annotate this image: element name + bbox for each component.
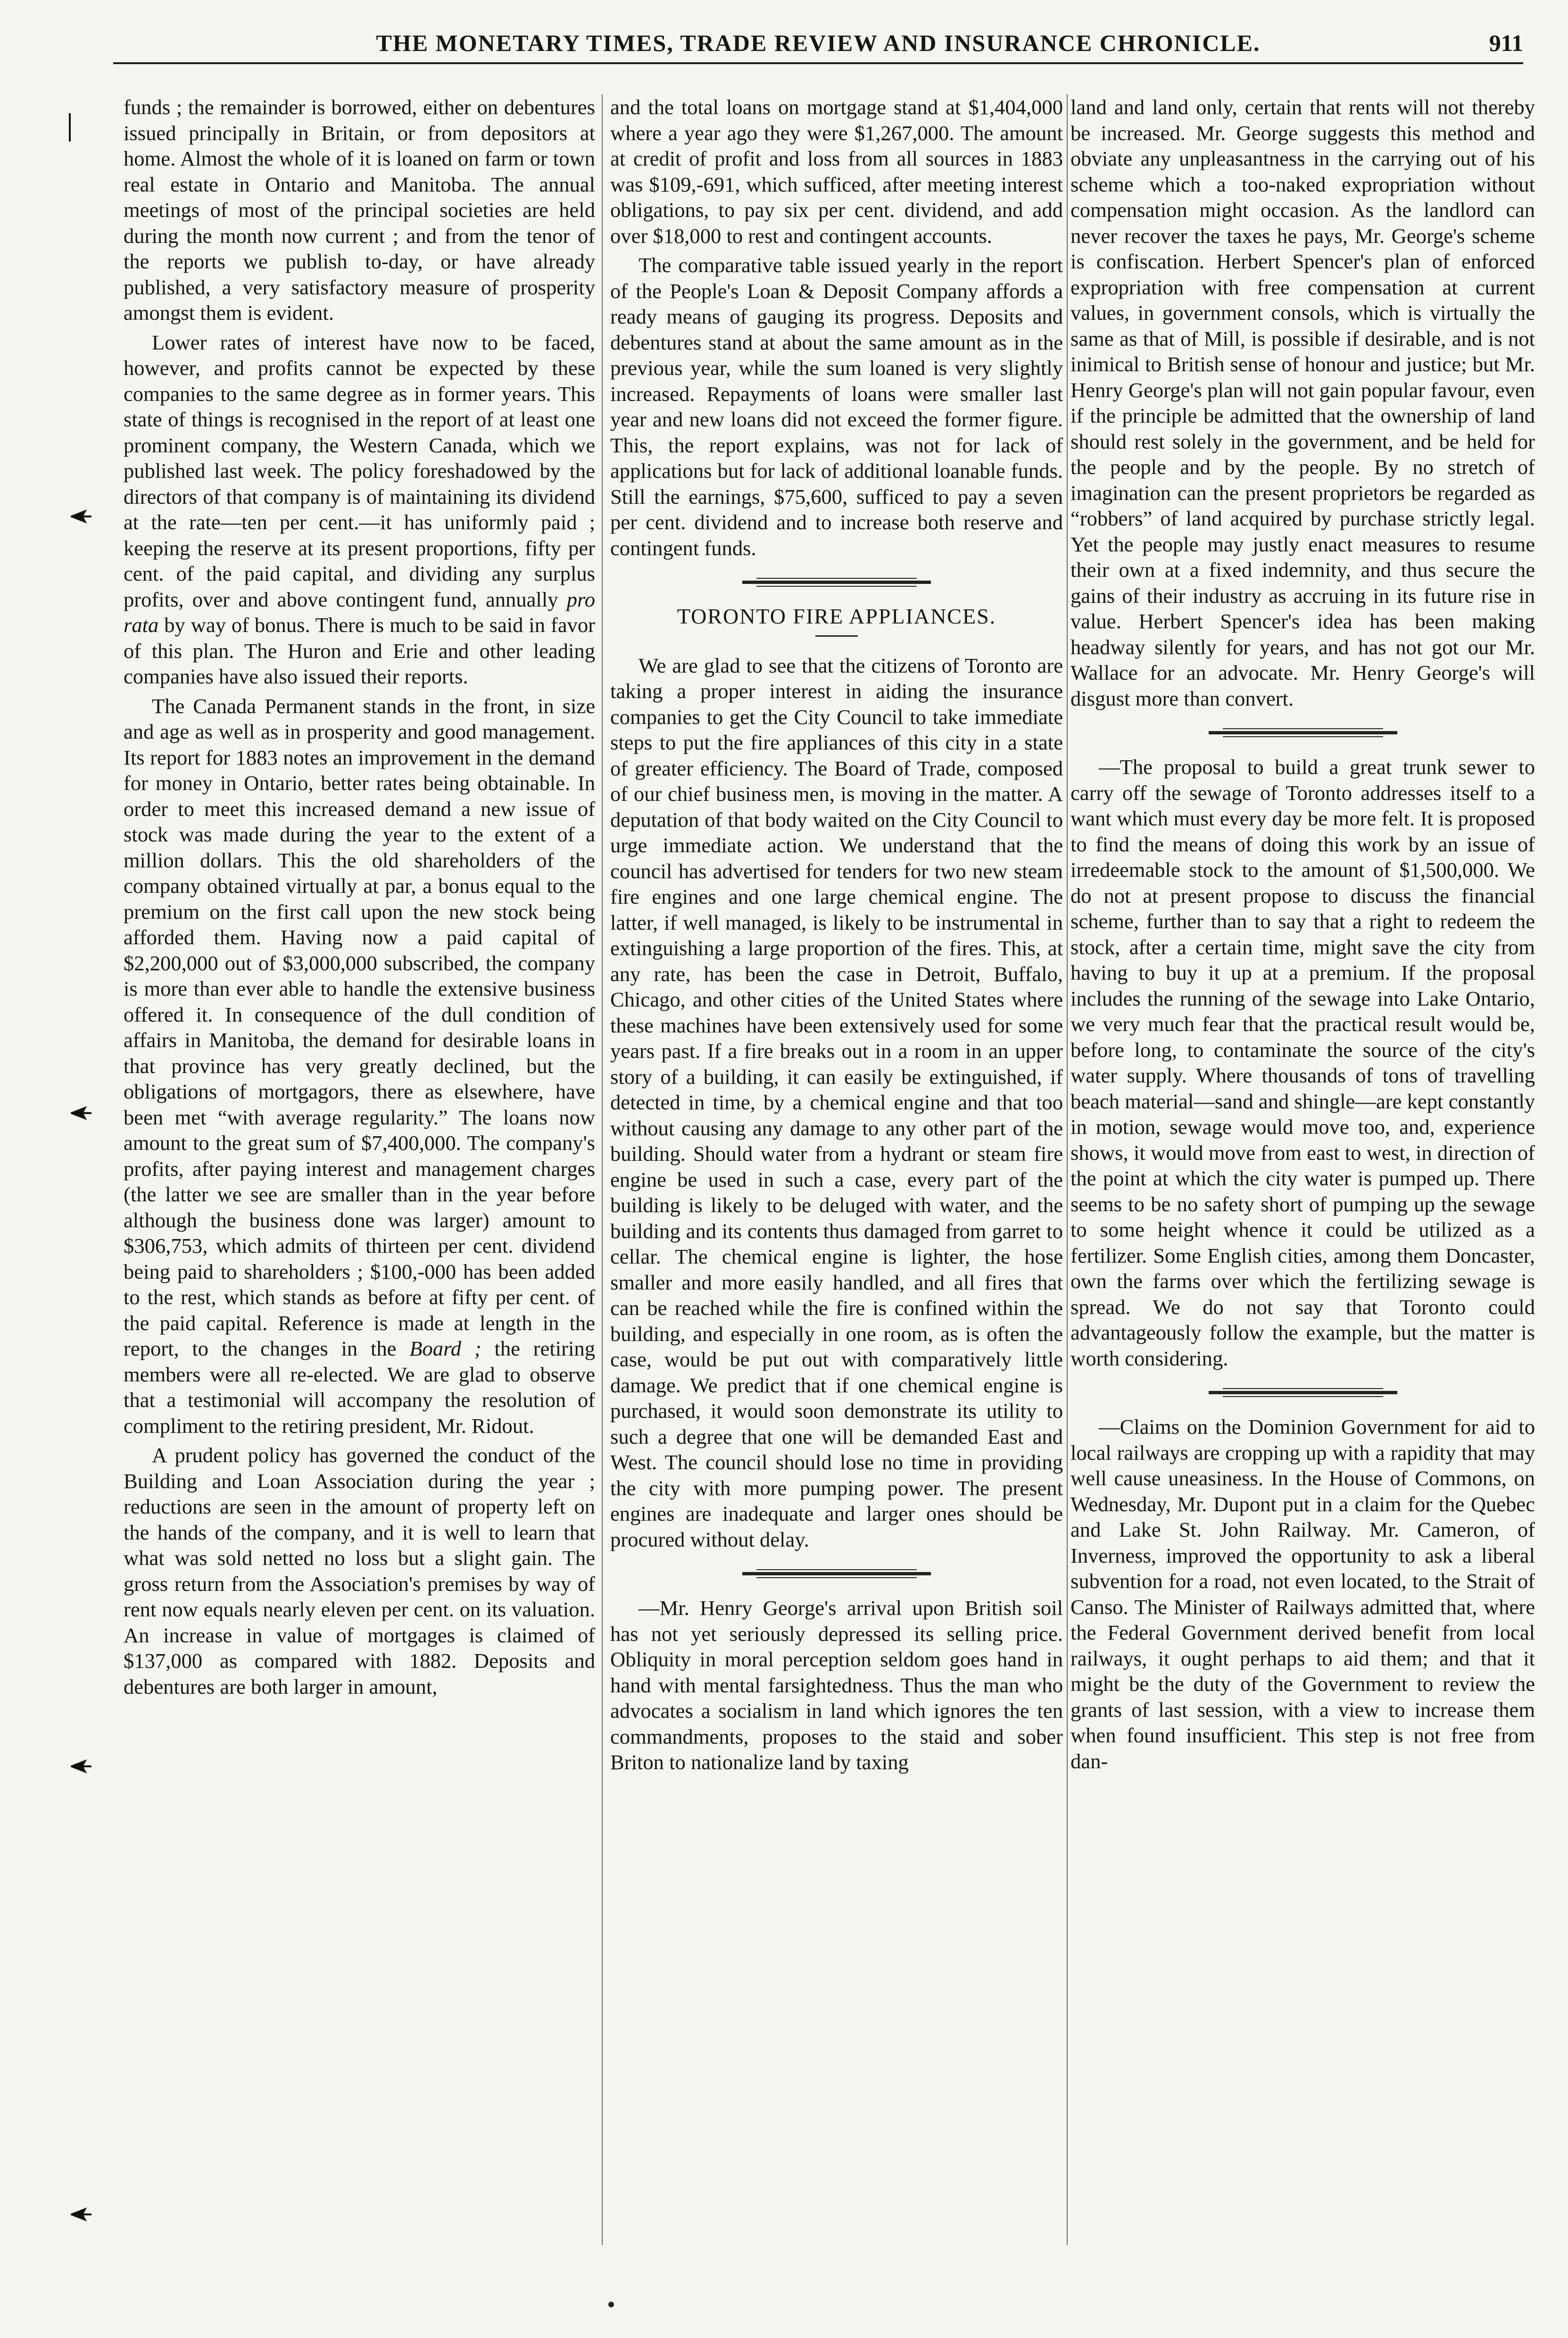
- section-divider: [742, 578, 931, 587]
- paragraph: We are glad to see that the citizens of Toronto are taking a proper interest in aiding the insurance companies to get the City Council to take immediate steps to put the fire appliances of this city in a state of greater efficiency. The Board of Trade, composed of our chief business men, is moving in the matter. A deputation of that body waited on the City Council to urge immediate action. We understand that the council has advertised for tenders for two new steam fire engines and one large chemical engine. The latter, if well managed, is likely to be instrumental in extinguishing a large proportion of the fires. This, at any rate, has been the case in Detroit, Buffalo, Chicago, and other cities of the United States where these machines have been extensively used for some years past. If a fire breaks out in a room in an upper story of a building, it can easily be extinguished, if detected in time, by a chemical engine and that too without causing any damage to any other part of the building. Should water from a hydrant or steam fire engine be used in such a case, every part of the building is likely to be deluged with water, and the building and its contents thus damaged from garret to cellar. The chemical engine is lighter, the hose smaller and more easily handled, and all fires that can be reached while the fire is confined within the building, and especially in one room, as is often the case, would be put out with comparatively little damage. We predict that if one chemical engine is purchased, it would soon demonstrate its utility to such a degree that one will be demanded East and West. The council should lose no time in providing the city with more pumping power. The present engines are inadequate and larger ones should be procured without delay.: [610, 653, 1063, 1551]
- paragraph-text: The Canada Permanent stands in the front, in size and age as well as in prosperity and good management. Its report for 1883 notes an improvement in the demand for money in Ontario, better rates being obtainable. In order to meet this increased demand a new issue of stock was made during the year to the extent of a million dollars. This the old shareholders of the company obtained virtually at par, a bonus equal to the premium on the first call upon the new stock being afforded them. Having now a paid capital of $2,200,000 out of $3,000,000 subscribed, the company is more than ever able to handle the extensive business offered it. In consequence of the dull condition of affairs in Manitoba, the demand for desirable loans in that province has very greatly declined, but the obligations of mortgagors, there as elsewhere, have been met “with average regularity.” The loans now amount to the great sum of $7,400,000. The company's profits, after paying interest and management charges (the latter we see are smaller than in the year before although the business done was larger) amount to $306,753, which admits of thirteen per cent. dividend being paid to shareholders ; $100,-000 has been added to the rest, which stands as before at fifty per cent. of the paid capital. Reference is made at length in the report, to the changes in the: [124, 694, 595, 1360]
- column-3: [1070, 94, 1535, 2311]
- margin-arrow-icon: [71, 2207, 91, 2222]
- italic-text: Board ;: [409, 1337, 481, 1360]
- column-divider: [602, 94, 603, 2245]
- paragraph-text: the retiring members were all re-elected. We are glad to observe that a testimonial will accompany the resolution of compliment to the retiring president, Mr. Ridout.: [124, 1337, 595, 1438]
- paragraph: —Mr. Henry George's arrival upon British soil has not yet seriously depressed its selling price. Obliquity in moral perception seldom goes hand in hand with mental farsightedness. Thus the man who advocates a socialism in land which ignores the ten commandments, proposes to the staid and sober Briton to nationalize land by taxing: [610, 1596, 1063, 1774]
- bottom-dot: [608, 2302, 614, 2307]
- margin-arrow-icon: [71, 509, 91, 524]
- paragraph: —Claims on the Dominion Government for aid to local railways are cropping up with a rapidity that may well cause uneasiness. In the House of Commons, on Wednesday, Mr. Dupont put in a claim for the Quebec and Lake St. John Railway. Mr. Cameron, of Inverness, improved the opportunity to ask a liberal subvention for a road, not even located, to the Strait of Canso. The Minister of Railways admitted that, where the Federal Government derived benefit from local railways, it ought perhaps to aid them; and that it might be the duty of the Government to review the grants of last session, with a view to increase them when found insufficient. This step is not free from dan-: [1070, 1415, 1535, 1773]
- paragraph: funds ; the remainder is borrowed, either on debentures issued principally in Britain, or from depositors at home. Almost the whole of it is loaned on farm or town real estate in Ontario and Manitoba. The annual meetings of most of the principal societies are held during the month now current ; and from the tenor of the reports we publish to-day, or have already published, a very satisfactory measure of prosperity amongst them is evident.: [124, 95, 595, 324]
- heading-rule: [815, 635, 858, 637]
- margin-tick-icon: [65, 113, 75, 141]
- paragraph: and the total loans on mortgage stand at $1,404,000 where a year ago they were $1,267,000. The amount at credit of profit and loss from all sources in 1883 was $109,-691, which sufficed, after meeting interest obligations, to pay six per cent. dividend, and add over $18,000 to rest and contingent accounts.: [610, 95, 1063, 248]
- section-divider: [1209, 728, 1397, 737]
- column-divider: [1067, 94, 1068, 2245]
- masthead: [113, 29, 1523, 64]
- paragraph-text: Lower rates of interest have now to be faced, however, and profits cannot be expected by these companies to the same degree as in former years. This state of things is recognised in the report of at least one prominent company, the Western Canada, which we published last week. The policy foreshadowed by the directors of that company is of maintaining its dividend at the rate—ten per cent.—it has uniformly paid ; keeping the reserve at its present proportions, fifty per cent. of the paid capital, and dividing any surplus profits, over and above contingent fund, annually: [124, 330, 595, 611]
- column-2: [610, 94, 1063, 2311]
- paragraph: land and land only, certain that rents will not thereby be increased. Mr. George suggests this method and obviate any unpleasantness in the carrying out of his scheme which a too-naked expropriation without compensation might occasion. As the landlord can never recover the taxes he pays, Mr. George's scheme is confiscation. Herbert Spencer's plan of enforced expropriation with free compensation at current values, in government consols, which is virtually the same as that of Mill, is possible if desirable, and is not inimical to British sense of honour and justice; but Mr. Henry George's plan will not gain popular favour, even if the principle be admitted that the ownership of land should rest solely in the government, and be held for the people and by the people. By no stretch of imagination can the present proprietors be regarded as “robbers” of land acquired by purchase strictly legal. Yet the people may justly enact measures to resume their own at a fixed indemnity, and thus secure the gains of their industry as accruing in its future rise in value. Herbert Spencer's idea has been making headway silently for years, and has not got our Mr. Wallace for an advocate. Mr. Henry George's will disgust more than convert.: [1070, 95, 1535, 710]
- margin-arrow-icon: [71, 1106, 91, 1120]
- margin-arrow-icon: [71, 1759, 91, 1773]
- paragraph: [124, 330, 595, 690]
- paragraph: The comparative table issued yearly in the report of the People's Loan & Deposit Company affords a ready means of gauging its progress. Deposits and debentures stand at about the same amount as in the previous year, while the sum loaned is very slightly increased. Repayments of loans were smaller last year and new loans did not exceed the former figure. This, the report explains, was not for lack of applications but for lack of additional loanable funds. Still the earnings, $75,600, sufficed to pay a seven per cent. dividend and to increase both reserve and contingent funds.: [610, 253, 1063, 560]
- paragraph: —The proposal to build a great trunk sewer to carry off the sewage of Toronto addresses itself to a want which must every day be more felt. It is proposed to find the means of doing this work by an issue of irredeemable stock to the amount of $1,500,000. We do not at present propose to discuss the financial scheme, further than to say that a right to redeem the stock, after a certain time, might save the city from having to buy it up at a premium. If the proposal includes the running of the sewage into Lake Ontario, we very much fear that the practical result would be, before long, to contaminate the source of the city's water supply. Where thousands of tons of travelling beach material—sand and shingle—are kept constantly in motion, sewage would move too, and, experience shows, it would move from east to west, in direction of the point at which the city water is pumped up. There seems to be no safety short of pumping up the sewage to some height whence it could be utilized as a fertilizer. Some English cities, among them Doncaster, own the farms over which the fertilizing sewage is spread. We do not say that Toronto could advantageously follow the example, but the matter is worth considering.: [1070, 755, 1535, 1370]
- paragraph: [124, 693, 595, 1439]
- article-heading: TORONTO FIRE APPLIANCES.: [677, 604, 996, 628]
- paragraph-text: by way of bonus. There is much to be said in favor of this plan. The Huron and Erie and other leading companies have also issued their reports.: [124, 613, 595, 688]
- paragraph: A prudent policy has governed the conduct of the Building and Loan Association during the year ; reductions are seen in the amount of property left on the hands of the company, and it is well to learn that what was sold netted no loss but a slight gain. The gross return from the Association's premises by way of rent now equals nearly eleven per cent. on its valuation. An increase in value of mortgages is claimed of $137,000 as compared with 1882. Deposits and debentures are both larger in amount,: [124, 1443, 595, 1698]
- italic-text: pro rata: [124, 587, 595, 637]
- column-1: [124, 94, 595, 2311]
- section-divider: [1209, 1388, 1397, 1397]
- section-divider: [742, 1569, 931, 1578]
- publication-title: THE MONETARY TIMES, TRADE REVIEW AND INSURANCE CHRONICLE.: [376, 30, 1261, 56]
- page-number: 911: [1489, 30, 1523, 56]
